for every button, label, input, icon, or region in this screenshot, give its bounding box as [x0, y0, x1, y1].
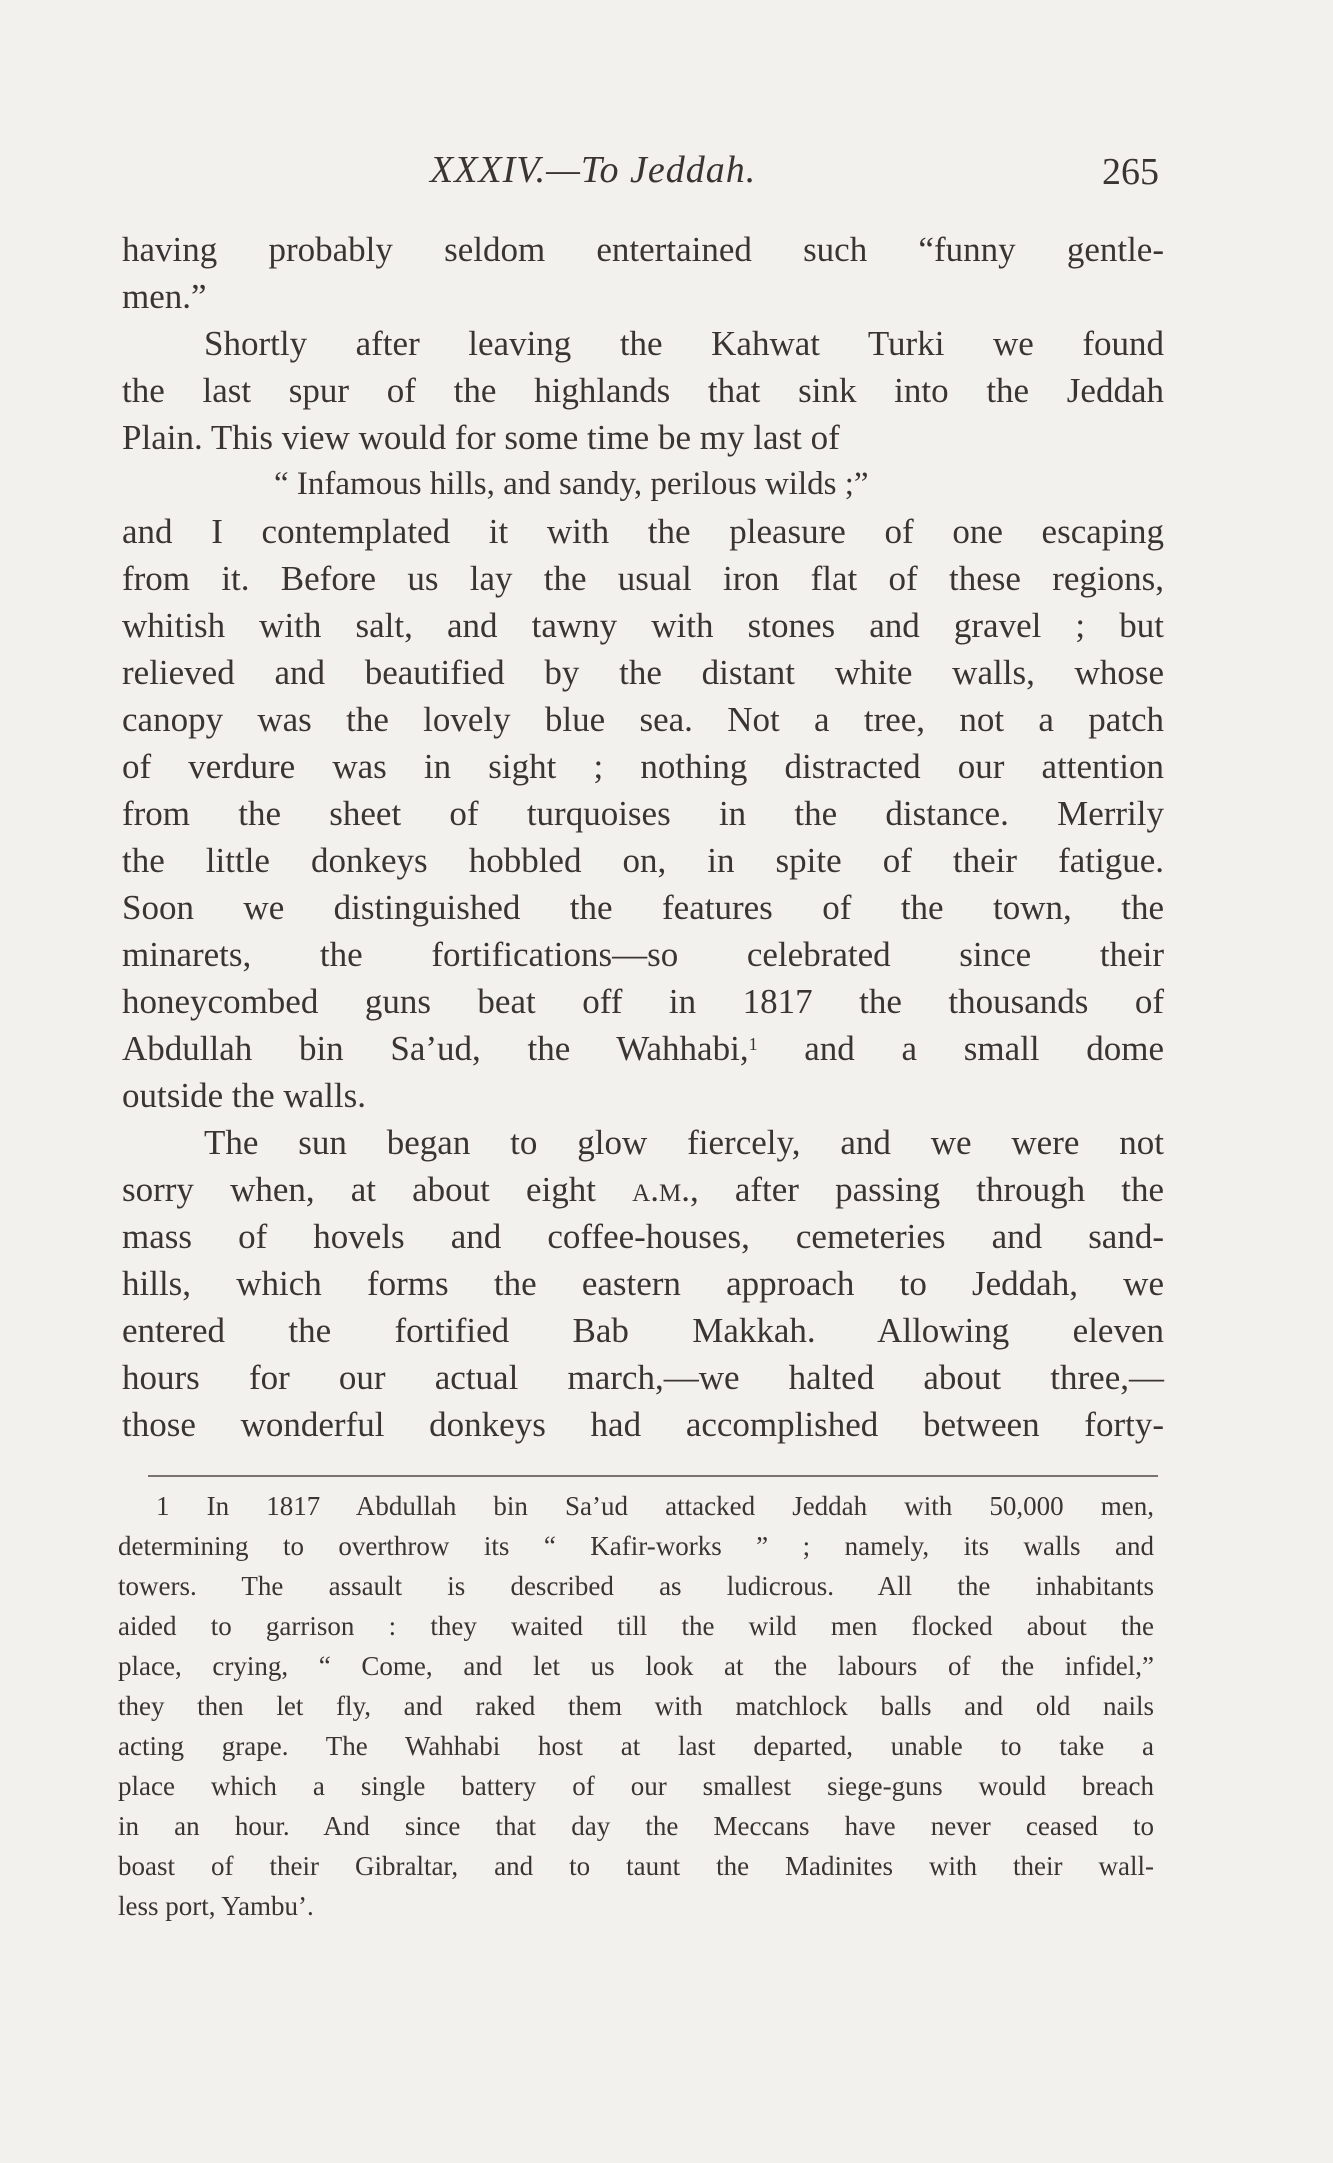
text-line: entered the fortified Bab Makkah. Allowing eleven — [122, 1311, 1164, 1350]
text-line: mass of hovels and coffee-houses, cemeteries and sand- — [122, 1217, 1164, 1256]
text-line: Shortly after leaving the Kahwat Turki we found — [204, 324, 1164, 363]
footnote-divider — [148, 1475, 1158, 1477]
footnote-marker: 1 — [748, 1034, 758, 1054]
text-segment: and a small dome — [757, 1029, 1165, 1068]
footnote-line: aided to garrison : they waited till the wild men flocked about the — [118, 1611, 1154, 1641]
text-line: honeycombed guns beat off in 1817 the thousands of — [122, 982, 1164, 1021]
text-line-with-footnote-ref — [122, 1025, 1164, 1072]
footnote-line: boast of their Gibraltar, and to taunt the Madinites with their wall- — [118, 1851, 1154, 1881]
text-line: minarets, the fortifications—so celebrated since their — [122, 935, 1164, 974]
main-text — [122, 226, 1164, 1448]
text-line: Plain. This view would for some time be my last of — [122, 418, 840, 457]
text-line: the last spur of the highlands that sink into the Jeddah — [122, 371, 1164, 410]
footnote-line: acting grape. The Wahhabi host at last departed, unable to take a — [118, 1731, 1154, 1761]
footnote-line: determining to overthrow its “ Kafir-works ” ; namely, its walls and — [118, 1531, 1154, 1561]
text-line: the little donkeys hobbled on, in spite of their fatigue. — [122, 841, 1164, 880]
text-line: from the sheet of turquoises in the distance. Merrily — [122, 794, 1164, 833]
running-header — [0, 148, 1333, 198]
text-line: canopy was the lovely blue sea. Not a tree, not a patch — [122, 700, 1164, 739]
text-line: outside the walls. — [122, 1076, 366, 1115]
footnote-line: they then let fly, and raked them with matchlock balls and old nails — [118, 1691, 1154, 1721]
quotation-line: “ Infamous hills, and sandy, perilous wilds ;” — [274, 466, 869, 502]
footnote-line: in an hour. And since that day the Meccans have never ceased to — [118, 1811, 1154, 1841]
text-line: having probably seldom entertained such “funny gentle- — [122, 230, 1164, 269]
footnote-line: 1 In 1817 Abdullah bin Sa’ud attacked Jeddah with 50,000 men, — [156, 1491, 1154, 1521]
text-segment: Abdullah bin Sa’ud, the Wahhabi, — [122, 1029, 749, 1068]
text-line: men.” — [122, 277, 207, 316]
running-title: XXXIV.—To Jeddah. — [430, 149, 757, 191]
page-number: 265 — [1102, 151, 1159, 193]
text-segment: , after passing through the — [689, 1170, 1164, 1209]
text-line: whitish with salt, and tawny with stones and gravel ; but — [122, 606, 1164, 645]
footnote-line: less port, Yambu’. — [118, 1891, 314, 1921]
text-line: and I contemplated it with the pleasure of one escaping — [122, 512, 1164, 551]
text-line-with-small-caps — [122, 1166, 1164, 1213]
text-segment: sorry when, at about eight — [122, 1170, 597, 1209]
footnote-line: place which a single battery of our smallest siege-guns would breach — [118, 1771, 1154, 1801]
text-line: hills, which forms the eastern approach to Jeddah, we — [122, 1264, 1164, 1303]
footnote — [118, 1486, 1154, 1926]
small-caps-abbrev: a.m. — [632, 1170, 690, 1209]
text-line: relieved and beautified by the distant white walls, whose — [122, 653, 1164, 692]
text-line: those wonderful donkeys had accomplished between forty- — [122, 1405, 1164, 1444]
text-line: The sun began to glow fiercely, and we were not — [204, 1123, 1164, 1162]
footnote-line: place, crying, “ Come, and let us look at the labours of the infidel,” — [118, 1651, 1154, 1681]
text-line: of verdure was in sight ; nothing distracted our attention — [122, 747, 1164, 786]
text-line: hours for our actual march,—we halted about three,— — [122, 1358, 1164, 1397]
text-line: from it. Before us lay the usual iron flat of these regions, — [122, 559, 1164, 598]
text-line: Soon we distinguished the features of the town, the — [122, 888, 1164, 927]
footnote-line: towers. The assault is described as ludicrous. All the inhabitants — [118, 1571, 1154, 1601]
